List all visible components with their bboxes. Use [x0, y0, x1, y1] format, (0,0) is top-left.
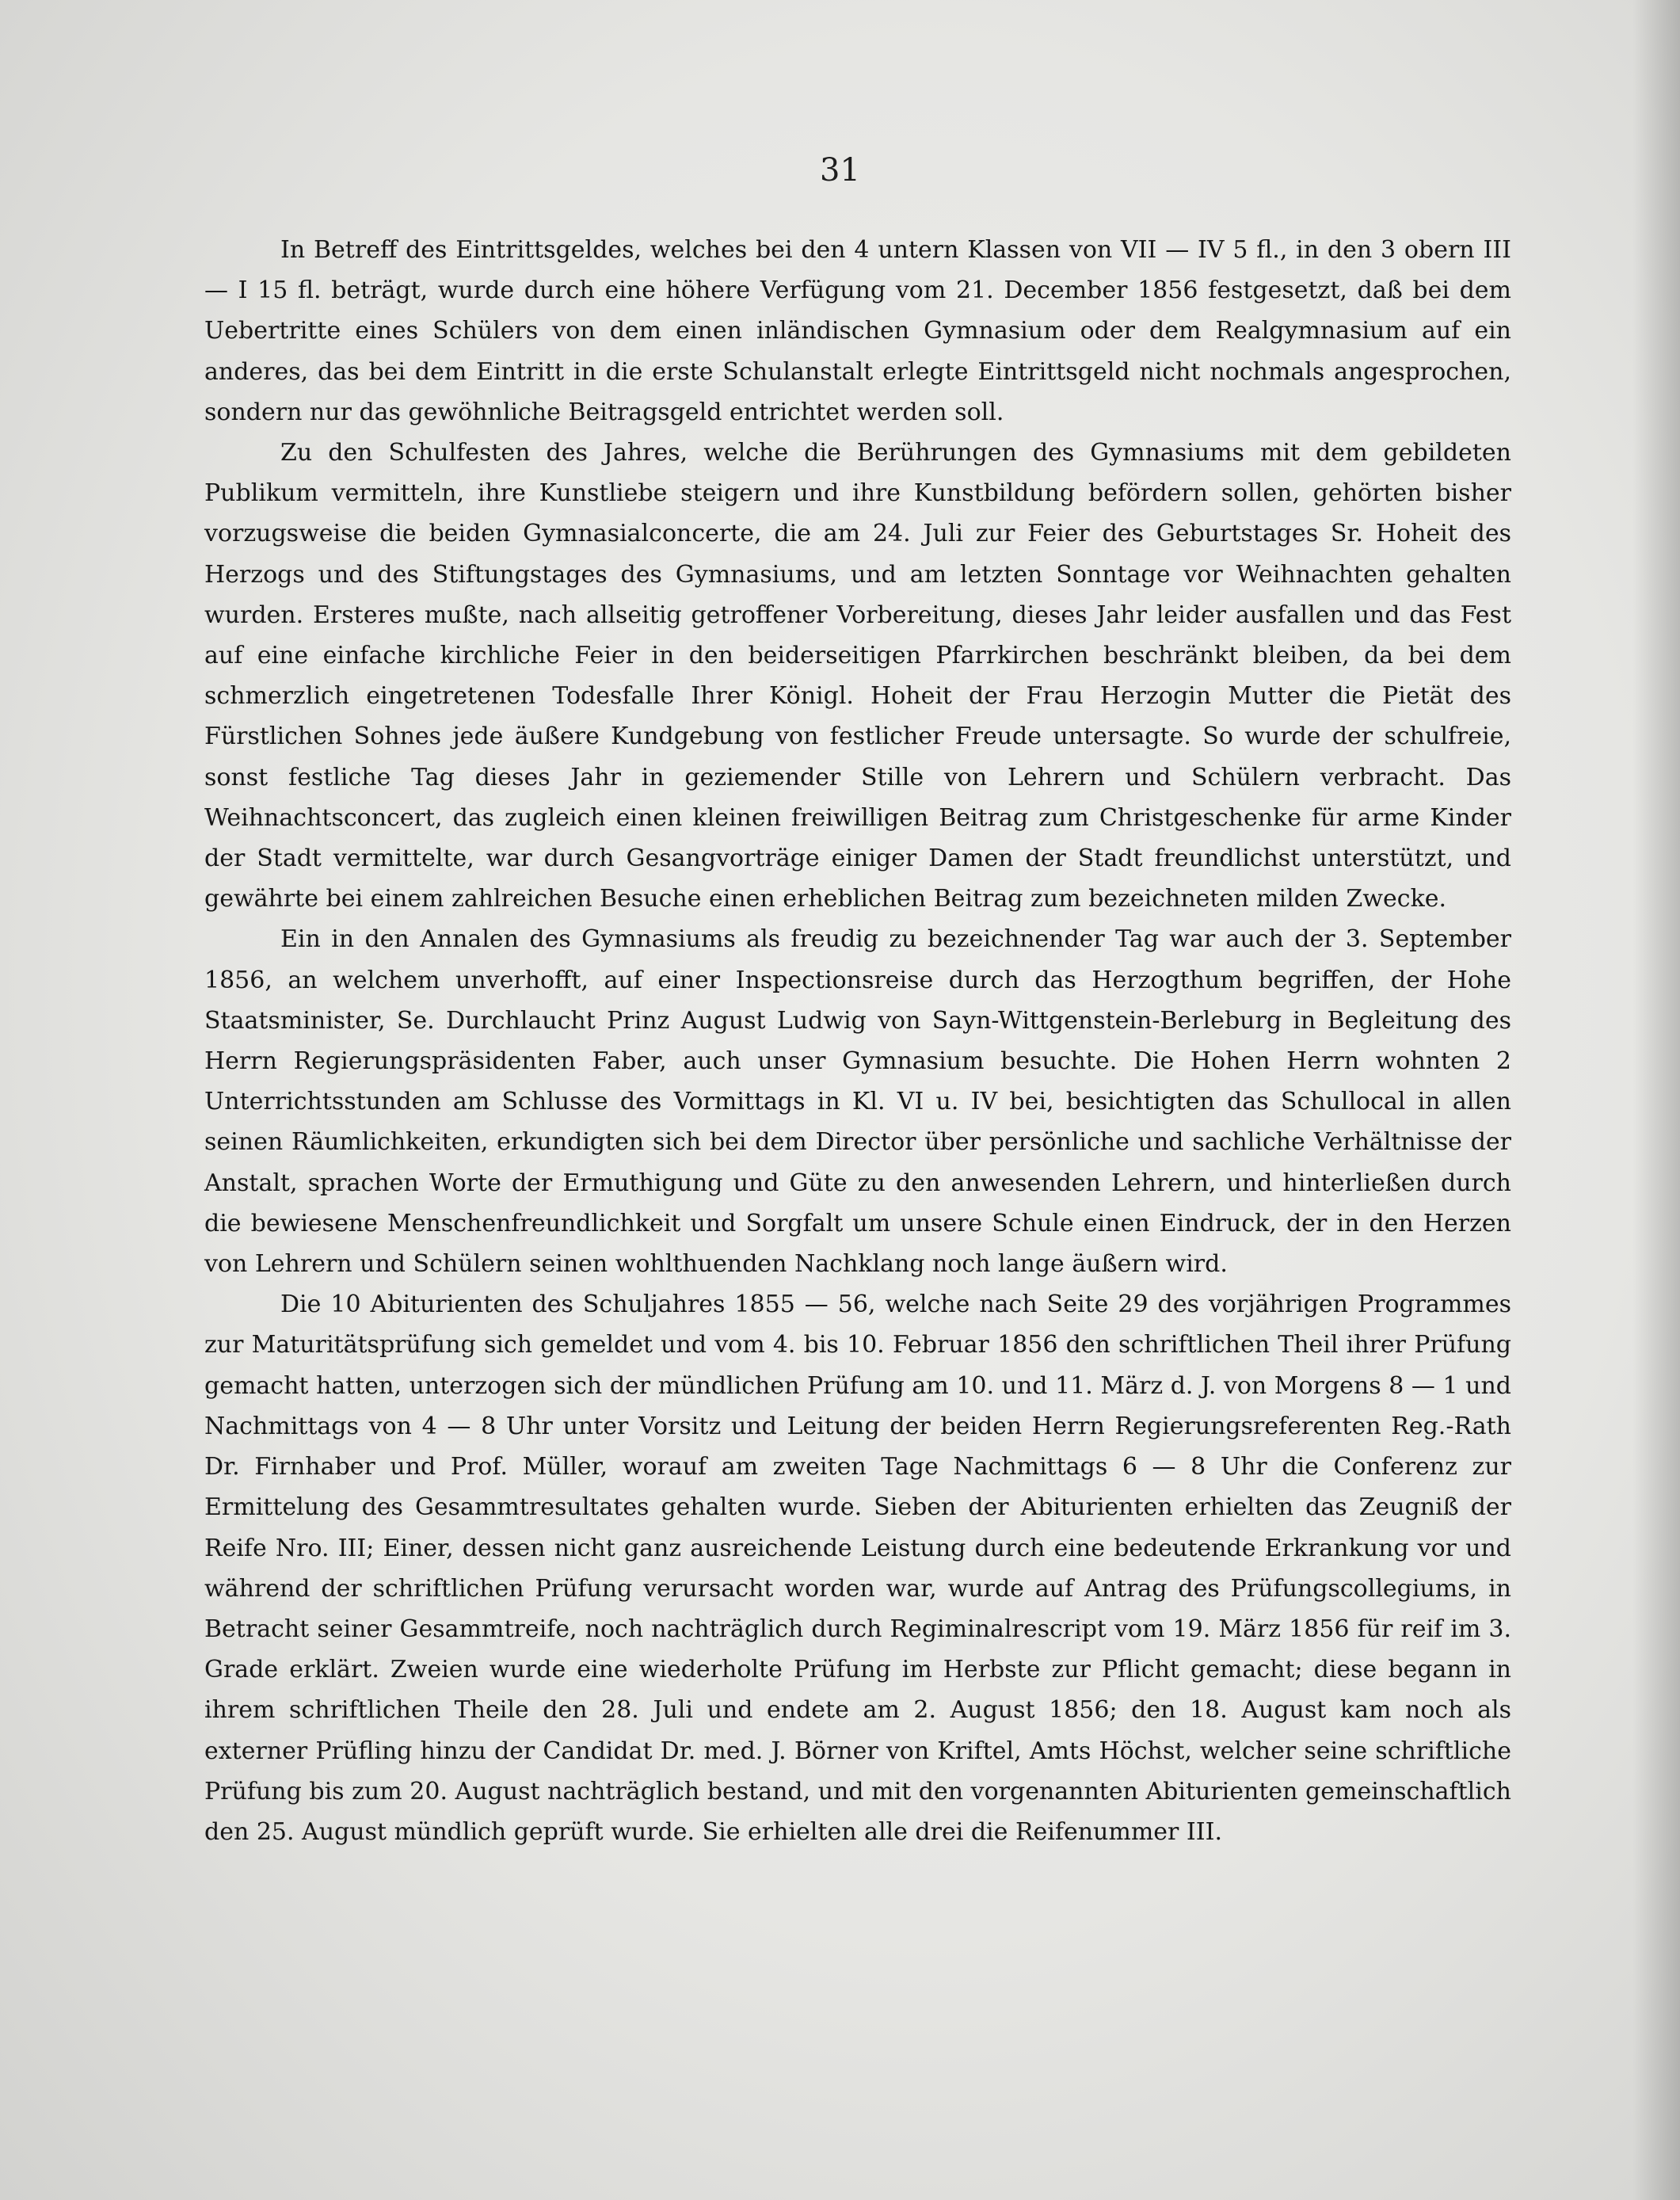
paragraph-entrance-fee: In Betreff des Eintrittsgeldes, welches bei den 4 untern Klassen von VII — IV 5 fl., in den 3 obern III — I 15 fl. beträgt, wurde durch eine höhere Verfügung vom 21. December 1856 festgesetzt, daß bei dem Uebertritte eines Schülers von dem einen inländischen Gymnasium oder dem Realgymnasium auf ein anderes, das bei dem Eintritt in die erste Schulanstalt erlegte Eintrittsgeld nicht nochmals angesprochen, sondern nur das gewöhnliche Beitragsgeld entrichtet werden soll.: [204, 236, 1511, 426]
paragraph-school-festivals: Zu den Schulfesten des Jahres, welche die Berührungen des Gymnasiums mit dem gebildeten Publikum vermitteln, ihre Kunstliebe steigern und ihre Kunstbildung befördern sollen, gehörten bisher vorzugsweise die beiden Gymnasialconcerte, die am 24. Juli zur Feier des Geburtstages Sr. Hoheit des Herzogs und des Stiftungstages des Gymnasiums, und am letzten Sonntage vor Weihnachten gehalten wurden. Ersteres mußte, nach allseitig getroffener Vorbereitung, dieses Jahr leider ausfallen und das Fest auf eine einfache kirchliche Feier in den beiderseitigen Pfarrkirchen beschränkt bleiben, da bei dem schmerzlich eingetretenen Todesfalle Ihrer Königl. Hoheit der Frau Herzogin Mutter die Pietät des Fürstlichen Sohnes jede äußere Kundgebung von festlicher Freude untersagte. So wurde der schulfreie, sonst festliche Tag dieses Jahr in geziemender Stille von Lehrern und Schülern verbracht. Das Weihnachtsconcert, das zugleich einen kleinen freiwilligen Beitrag zum Christgeschenke für arme Kinder der Stadt vermittelte, war durch Gesangvorträge einiger Damen der Stadt freundlichst unterstützt, und gewährte bei einem zahlreichen Besuche einen erheblichen Beitrag zum bezeichneten milden Zwecke.: [204, 439, 1511, 913]
paragraph-graduation-exams: Die 10 Abiturienten des Schuljahres 1855 — 56, welche nach Seite 29 des vorjährigen Programmes zur Maturitätsprüfung sich gemeldet und vom 4. bis 10. Februar 1856 den schriftlichen Theil ihrer Prüfung gemacht hatten, unterzogen sich der mündlichen Prüfung am 10. und 11. März d. J. von Morgens 8 — 1 und Nachmittags von 4 — 8 Uhr unter Vorsitz und Leitung der beiden Herrn Regierungsreferenten Reg.-Rath Dr. Firnhaber und Prof. Müller, worauf am zweiten Tage Nachmittags 6 — 8 Uhr die Conferenz zur Ermittelung des Gesammtresultates gehalten wurde. Sieben der Abiturienten erhielten das Zeugniß der Reife Nro. III; Einer, dessen nicht ganz ausreichende Leistung durch eine bedeutende Erkrankung vor und während der schriftlichen Prüfung verursacht worden war, wurde auf Antrag des Prüfungscollegiums, in Betracht seiner Gesammtreife, noch nachträglich durch Regiminalrescript vom 19. März 1856 für reif im 3. Grade erklärt. Zweien wurde eine wiederholte Prüfung im Herbste zur Pflicht gemacht; diese begann in ihrem schriftlichen Theile den 28. Juli und endete am 2. August 1856; den 18. August kam noch als externer Prüfling hinzu der Candidat Dr. med. J. Börner von Kriftel, Amts Höchst, welcher seine schriftliche Prüfung bis zum 20. August nachträglich bestand, und mit den vorgenannten Abiturienten gemeinschaftlich den 25. August mündlich geprüft wurde. Sie erhielten alle drei die Reifenummer III.: [204, 1291, 1511, 1846]
page-edge-shadow: [1632, 0, 1680, 2200]
page-number: 31: [820, 152, 860, 189]
body-text: [204, 230, 1511, 1852]
paragraph-ministerial-visit: Ein in den Annalen des Gymnasiums als freudig zu bezeichnender Tag war auch der 3. September 1856, an welchem unverhofft, auf einer Inspectionsreise durch das Herzogthum begriffen, der Hohe Staatsminister, Se. Durchlaucht Prinz August Ludwig von Sayn-Wittgenstein-Berleburg in Begleitung des Herrn Regierungspräsidenten Faber, auch unser Gymnasium besuchte. Die Hohen Herrn wohnten 2 Unterrichtsstunden am Schlusse des Vormittags in Kl. VI u. IV bei, besichtigten das Schullocal in allen seinen Räumlichkeiten, erkundigten sich bei dem Director über persönliche und sachliche Verhältnisse der Anstalt, sprachen Worte der Ermuthigung und Güte zu den anwesenden Lehrern, und hinterließen durch die bewiesene Menschenfreundlichkeit und Sorgfalt um unsere Schule einen Eindruck, der in den Herzen von Lehrern und Schülern seinen wohlthuenden Nachklang noch lange äußern wird.: [204, 925, 1511, 1279]
